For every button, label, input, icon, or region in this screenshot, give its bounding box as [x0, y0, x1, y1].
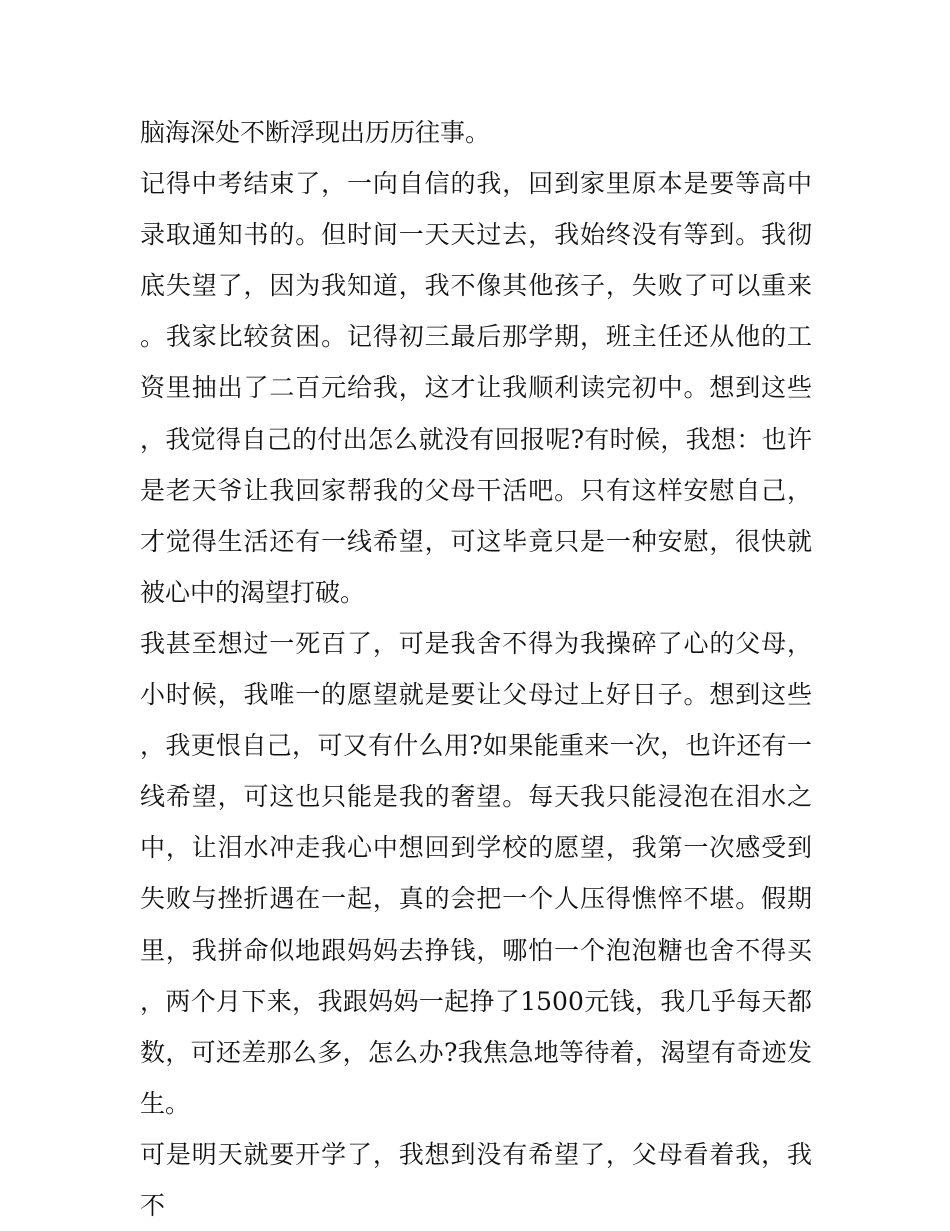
document-page [140, 107, 812, 1231]
paragraph-1: 脑海深处不断浮现出历历往事。 [140, 118, 491, 147]
paragraph-2: 记得中考结束了，一向自信的我，回到家里原本是要等高中录取通知书的。但时间一天天过去，我始终没有等到。我彻底失望了，因为我知道，我不像其他孩子，失败了可以重来。我家比较贫困。记得初三最后那学期，班主任还从他的工资里抽出了二百元给我，这才让我顺利读完初中。想到这些，我觉得自己的付出怎么就没有回报呢?有时候，我想：也许是老天爷让我回家帮我的父母干活吧。只有这样安慰自己，才觉得生活还有一线希望，可这毕竟只是一种安慰，很快就被心中的渴望打破。 [140, 169, 812, 607]
paragraph-4: 可是明天就要开学了，我想到没有希望了，父母看着我，我不 [140, 1139, 812, 1220]
paragraph-3: 我甚至想过一死百了，可是我舍不得为我操碎了心的父母，小时候，我唯一的愿望就是要让父母过上好日子。想到这些，我更恨自己，可又有什么用?如果能重来一次，也许还有一线希望，可这也只能是我的奢望。每天我只能浸泡在泪水之中，让泪水冲走我心中想回到学校的愿望，我第一次感受到失败与挫折遇在一起，真的会把一个人压得憔悴不堪。假期里，我拼命似地跟妈妈去挣钱，哪怕一个泡泡糖也舍不得买，两个月下来，我跟妈妈一起挣了1500元钱，我几乎每天都数，可还差那么多，怎么办?我焦急地等待着，渴望有奇迹发生。 [140, 628, 812, 1118]
